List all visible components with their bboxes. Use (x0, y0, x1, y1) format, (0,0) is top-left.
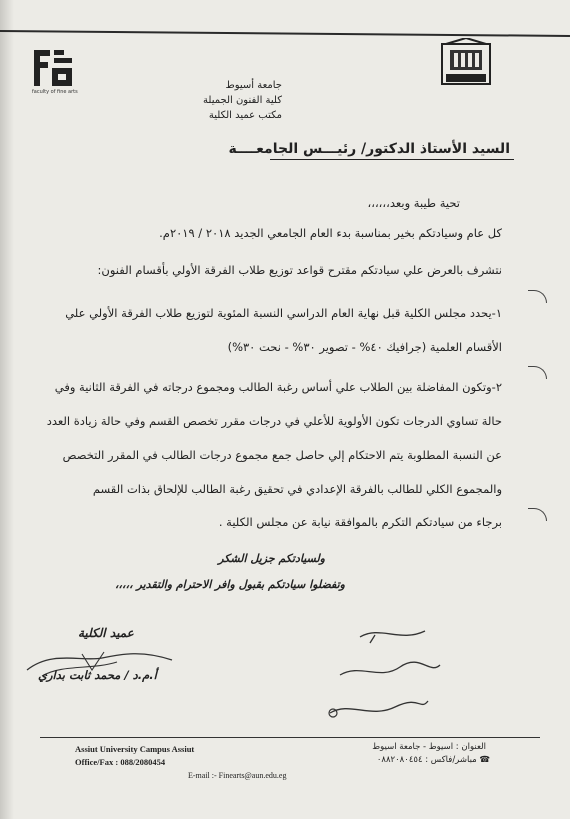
faculty-name: كلية الفنون الجميلة (203, 95, 282, 106)
dean-title: عميد الكلية (78, 626, 134, 640)
university-name: جامعة أسيوط (225, 80, 282, 91)
salutation: السيد الأستاذ الدكتور/ رئيـــس الجامعــــة (228, 141, 510, 157)
greeting: تحية طيبة وبعد،،،،،، (367, 196, 460, 210)
body-line-2: نتشرف بالعرض علي سيادتكم مقترح قواعد توزيع طلاب الفرقة الأولي بأقسام الفنون: (97, 263, 502, 277)
footer-phone-ar: ☎ مباشر/فاكس : ٠٨٨٢٠٨٠٤٥٤ (376, 755, 490, 765)
footer-campus: Assiut University Campus Assiut (75, 744, 195, 754)
margin-pen-mark (528, 290, 547, 303)
closing-thanks: ولسيادتكم جزيل الشكر (218, 552, 325, 565)
margin-pen-mark (528, 508, 547, 521)
faculty-fine-arts-logo (30, 46, 76, 92)
request-line: برجاء من سيادتكم التكرم بالموافقة نيابة عن مجلس الكلية . (218, 515, 502, 529)
margin-pen-mark (528, 366, 547, 379)
footer-address-ar: العنوان : اسيوط - جامعة اسيوط (372, 742, 486, 752)
item-2: ٢-وتكون المفاضلة بين الطلاب علي أساس رغبة الطالب ومجموع درجاته في الفرقة الثانية وفي حالة تساوي الدرجات تكون الأولوية للأعلي في درجات مقرر تخصص القسم وفي حالة زيادة العدد عن النسبة المطلوبة يتم الاحتكام إلي حاصل جمع مجموع درجات الطالب في المقرر التخصص والمجموع الكلي للطالب بالفرقة الإعدادي في تحقيق رغبة الطالب للإلحاق بذات القسم (46, 380, 502, 496)
dean-office: مكتب عميد الكلية (208, 110, 282, 121)
header-rule (0, 30, 570, 37)
president-handwritten-annotation (300, 615, 450, 730)
assiut-university-logo (440, 38, 492, 86)
footer-email: E-mail :- Finearts@aun.edu.eg (188, 771, 287, 780)
closing-respect: وتفضلوا سيادتكم بقبول وافر الاحترام والتقدير ،،،،، (114, 578, 345, 591)
dean-name: أ.م.د / محمد ثابت بداري (38, 668, 157, 682)
footer-phone-en: Office/Fax : 088/2080454 (75, 757, 166, 767)
footer-rule (40, 737, 540, 738)
body-line-1: كل عام وسيادتكم بخير بمناسبة بدء العام الجامعي الجديد ٢٠١٨ / ٢٠١٩م. (159, 226, 502, 240)
salutation-underline (270, 159, 514, 160)
item-1: ١-يحدد مجلس الكلية قبل نهاية العام الدراسي النسبة المئوية لتوزيع طلاب الفرقة الأولي علي الأقسام العلمية (جرافيك ٤٠% - تصوير ٣٠% - نحت ٣٠%) (65, 306, 502, 354)
faculty-english-name: faculty of fine arts (32, 89, 78, 95)
dean-handwritten-signature (22, 640, 192, 690)
page-edge-shadow (0, 0, 14, 819)
